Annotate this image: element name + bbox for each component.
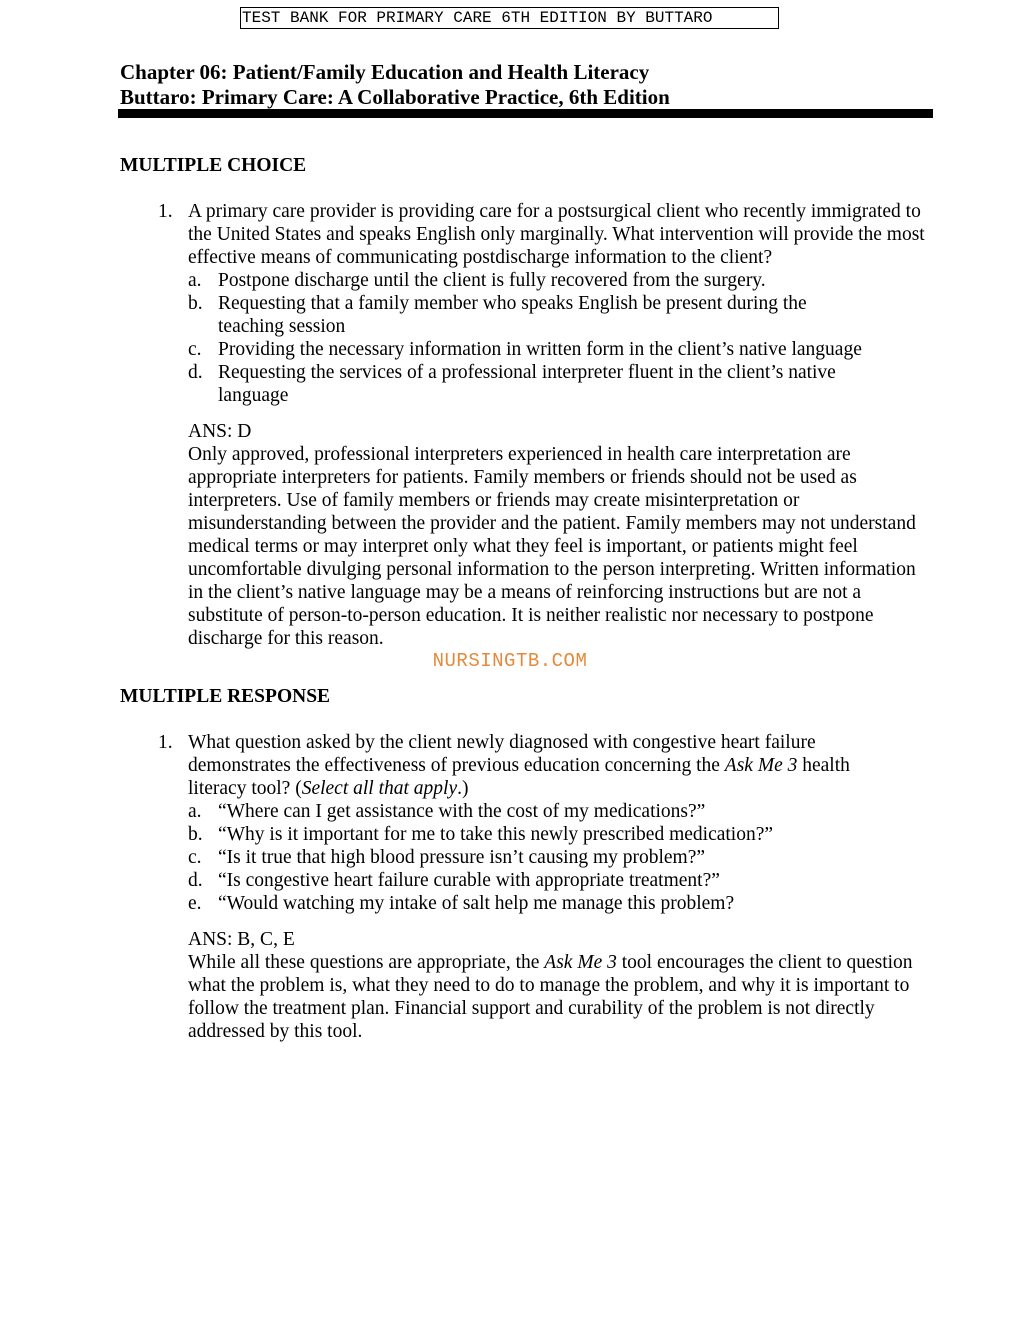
answer-options <box>188 269 933 407</box>
option-b <box>188 292 933 338</box>
option-text: “Is congestive heart failure curable with appropriate treatment?” <box>218 870 720 891</box>
option-letter: d. <box>188 362 203 383</box>
option-text: Requesting that a family member who speaks English be present during the teaching session <box>218 293 807 337</box>
option-e <box>188 892 933 915</box>
option-text: “Where can I get assistance with the cost of my medications?” <box>218 801 706 822</box>
option-c <box>188 338 933 361</box>
question-stem: What question asked by the client newly diagnosed with congestive heart failure demonstrates the effectiveness of previous education concerning the Ask Me 3 health literacy tool? (Select all that apply.) <box>188 732 850 799</box>
running-header: TEST BANK FOR PRIMARY CARE 6TH EDITION BY BUTTARO <box>240 7 779 29</box>
option-text: “Would watching my intake of salt help me manage this problem? <box>218 893 735 914</box>
question-stem: A primary care provider is providing care for a postsurgical client who recently immigrated to the United States and speaks English only marginally. What intervention will provide the most effective means of communicating postdischarge information to the client? <box>188 201 925 268</box>
option-text: Requesting the services of a professional interpreter fluent in the client’s native language <box>218 362 836 406</box>
option-letter: a. <box>188 270 202 291</box>
option-letter: b. <box>188 824 203 845</box>
chapter-title <box>120 60 670 110</box>
rationale: While all these questions are appropriate, the Ask Me 3 tool encourages the client to question what the problem is, what they need to do to manage the problem, and why it is important to follow the treatment plan. Financial support and curability of the problem is not directly addressed by this tool. <box>188 952 913 1042</box>
rationale: Only approved, professional interpreters experienced in health care interpretation are appropriate interpreters for patients. Family members or friends should not be used as interpreters. Use of family members or friends may create misinterpretation or misunderstanding between the provider and the patient. Family members may not understand medical terms or may interpret only what they feel is important, or patients might feel uncomfortable divulging personal information to the person interpreting. Written information in the client’s native language may be a means of reinforcing instructions but are not a substitute of person-to-person education. It is neither realistic nor necessary to postpone discharge for this reason. <box>188 444 916 649</box>
chapter-title-line1: Chapter 06: Patient/Family Education and Health Literacy <box>120 60 650 84</box>
option-letter: a. <box>188 801 202 822</box>
option-a <box>188 269 933 292</box>
option-text: “Why is it important for me to take this newly prescribed medication?” <box>218 824 774 845</box>
mc-question-1 <box>158 200 933 650</box>
question-number: 1. <box>158 201 173 222</box>
answer-key: ANS: D <box>188 421 252 442</box>
option-d <box>188 869 933 892</box>
answer-key: ANS: B, C, E <box>188 929 295 950</box>
option-text: Providing the necessary information in written form in the client’s native language <box>218 339 862 360</box>
option-b <box>188 823 933 846</box>
watermark: NURSINGTB.COM <box>432 650 588 672</box>
option-letter: e. <box>188 893 202 914</box>
option-c <box>188 846 933 869</box>
option-d <box>188 361 933 407</box>
option-text: “Is it true that high blood pressure isn’t causing my problem?” <box>218 847 706 868</box>
option-letter: c. <box>188 339 202 360</box>
section-heading-multiple-choice: MULTIPLE CHOICE <box>120 155 307 176</box>
answer-options <box>188 800 933 915</box>
chapter-title-line2: Buttaro: Primary Care: A Collaborative Practice, 6th Edition <box>120 85 670 109</box>
option-text: Postpone discharge until the client is fully recovered from the surgery. <box>218 270 766 291</box>
option-a <box>188 800 933 823</box>
mr-question-1 <box>158 731 933 1043</box>
question-number: 1. <box>158 732 173 753</box>
option-letter: c. <box>188 847 202 868</box>
section-heading-multiple-response: MULTIPLE RESPONSE <box>120 686 331 707</box>
option-letter: b. <box>188 293 203 314</box>
title-divider <box>118 109 933 118</box>
option-letter: d. <box>188 870 203 891</box>
